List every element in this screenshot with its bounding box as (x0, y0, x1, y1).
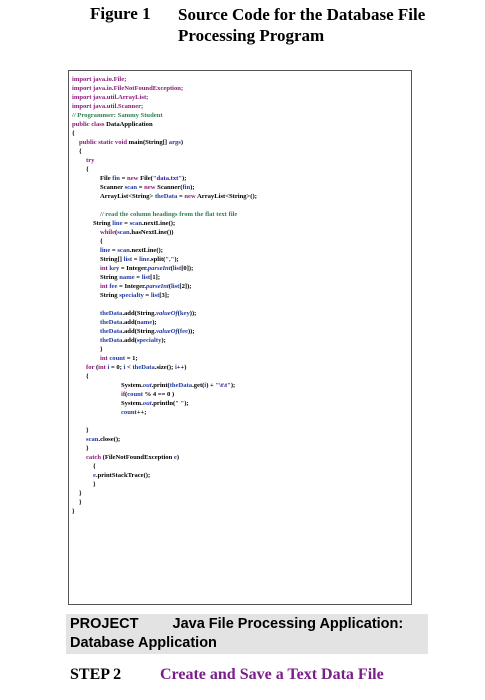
code-token: } (86, 445, 89, 452)
code-token: line (100, 247, 111, 254)
code-token: [1]; (150, 274, 161, 281)
code-token: // Programmer: Sammy Student (72, 112, 163, 119)
code-token: = (134, 274, 142, 281)
source-code-box (68, 70, 412, 605)
code-token: = (122, 220, 130, 227)
code-line (79, 490, 82, 498)
code-token: ( (125, 391, 128, 398)
code-token: scan (86, 436, 99, 443)
code-token: [0]); (181, 265, 194, 272)
code-token: ArrayList<String> (100, 193, 155, 200)
code-token: File( (140, 175, 153, 182)
code-token: } (79, 490, 82, 497)
code-token: } (86, 427, 89, 434)
code-line (100, 193, 257, 201)
code-line (86, 364, 187, 372)
code-token: ArrayList<String>(); (197, 193, 257, 200)
code-token: count (109, 355, 126, 362)
code-token: for (86, 364, 96, 371)
code-token: String (100, 292, 120, 299)
code-token: )); (187, 328, 195, 335)
code-token: ( (168, 283, 171, 290)
code-token: try (86, 157, 95, 164)
code-line (86, 454, 179, 462)
code-token: { (100, 238, 103, 245)
code-token: [3]; (159, 292, 170, 299)
code-token: } (100, 346, 103, 353)
code-token: list (172, 265, 182, 272)
code-line (100, 274, 160, 282)
project-label: PROJECT (70, 616, 139, 632)
code-token: = 1; (125, 355, 138, 362)
code-token: = (137, 184, 145, 191)
code-line (100, 355, 138, 363)
code-token: ); (174, 256, 179, 263)
code-token: Scanner (100, 184, 125, 191)
code-line (100, 346, 103, 354)
code-token: ); (161, 337, 166, 344)
code-token: System. (121, 382, 143, 389)
code-token: { (93, 463, 96, 470)
project-title-part1: Java File Processing Application: (172, 616, 404, 632)
code-token: ) + (206, 382, 216, 389)
code-line (100, 328, 195, 336)
code-token: new (144, 184, 158, 191)
code-token: "\t\t" (215, 382, 231, 389)
code-token: .nextLine(); (142, 220, 176, 227)
code-token: .split( (149, 256, 166, 263)
code-token: theData (132, 364, 155, 371)
code-line (79, 499, 82, 507)
code-token: .print( (151, 382, 170, 389)
code-token: = (119, 175, 128, 182)
code-line (100, 175, 186, 183)
code-token: ( (115, 229, 118, 236)
figure-label: Figure 1 (90, 4, 151, 23)
code-token: ) (176, 454, 180, 461)
code-token: i (107, 364, 110, 371)
code-line (72, 94, 148, 102)
code-line (72, 121, 153, 129)
code-token: int (100, 355, 110, 362)
code-token: main(String[] (128, 139, 169, 146)
code-token: new (127, 175, 141, 182)
code-token: while (100, 229, 116, 236)
code-token: < (125, 364, 133, 371)
code-token: ++; (136, 409, 147, 416)
code-line (93, 472, 150, 480)
code-token: scan (124, 184, 138, 191)
code-line (100, 310, 196, 318)
code-token: line (139, 256, 150, 263)
code-token: parseInt (146, 283, 169, 290)
project-heading (70, 616, 403, 632)
code-line (100, 292, 169, 300)
code-token: .add(String. (122, 310, 157, 317)
code-line (100, 319, 157, 327)
code-line (100, 211, 237, 219)
code-token: ( (177, 310, 180, 317)
code-token: DataApplication (106, 121, 153, 128)
code-token: new (184, 193, 197, 200)
code-line (121, 391, 174, 399)
code-token: line (112, 220, 123, 227)
code-token: " " (175, 400, 185, 407)
code-token: scan (129, 220, 143, 227)
code-token: specialty (136, 337, 162, 344)
code-token: import java.io.File; (72, 76, 127, 83)
code-token: valueOf (156, 328, 178, 335)
code-token: ); (184, 400, 189, 407)
code-token: catch (86, 454, 103, 461)
code-token: public class (72, 121, 107, 128)
code-token: e (173, 454, 177, 461)
code-token: = Integer. (119, 265, 148, 272)
code-line (100, 283, 191, 291)
code-token: ) (180, 139, 184, 146)
code-token: { (86, 166, 89, 173)
code-token: ( (95, 364, 99, 371)
code-token: int (100, 265, 110, 272)
code-line (93, 481, 96, 489)
code-token: System. (121, 400, 143, 407)
code-token: String (100, 274, 120, 281)
code-token: i (123, 364, 126, 371)
code-token: list (170, 283, 180, 290)
code-line (72, 103, 143, 111)
code-token: scan (117, 229, 130, 236)
code-token: theData (100, 328, 123, 335)
code-token: theData (100, 310, 123, 317)
code-token: ( (170, 265, 173, 272)
code-token: .printStackTrace(); (95, 472, 151, 479)
code-token: key (109, 265, 120, 272)
code-token: e (93, 472, 96, 479)
code-token: .add( (122, 319, 137, 326)
code-token: out (142, 382, 152, 389)
code-line (72, 508, 75, 516)
figure-header (90, 4, 470, 48)
code-token: // read the column headings from the flat text file (100, 211, 238, 218)
code-token: i (204, 382, 207, 389)
code-token: } (72, 508, 75, 515)
code-token: { (72, 130, 75, 137)
code-line (100, 229, 173, 237)
code-token: .size(); (154, 364, 175, 371)
step-title: Create and Save a Text Data File (160, 666, 384, 683)
code-token: import java.util.Scanner; (72, 103, 144, 110)
code-token: = (177, 193, 185, 200)
code-token: count (127, 391, 143, 398)
code-token: count (121, 409, 137, 416)
code-token: "," (165, 256, 175, 263)
code-line (100, 238, 103, 246)
code-token: args (168, 139, 181, 146)
code-token: theData (100, 337, 123, 344)
code-line (100, 337, 166, 345)
code-token: public static void (79, 139, 129, 146)
code-token: )); (189, 310, 197, 317)
code-token: .get( (192, 382, 205, 389)
code-token: = (132, 256, 140, 263)
code-token: { (86, 373, 89, 380)
code-token: fee (109, 283, 118, 290)
code-token: File (100, 175, 113, 182)
code-line (86, 436, 120, 444)
code-token: .nextLine(); (129, 247, 163, 254)
code-token: .close(); (98, 436, 121, 443)
code-token: parseInt (147, 265, 171, 272)
code-line (72, 112, 163, 120)
code-line (72, 85, 183, 93)
code-token: .hasNextLine()) (129, 229, 174, 236)
code-token: int (100, 283, 110, 290)
code-token: ++) (176, 364, 187, 371)
code-token: = (110, 247, 118, 254)
code-line (86, 445, 89, 453)
code-line (121, 382, 235, 390)
code-token: (FileNotFoundException (102, 454, 174, 461)
code-line (100, 265, 193, 273)
code-token: valueOf (156, 310, 178, 317)
code-token: name (119, 274, 135, 281)
code-token: } (93, 481, 96, 488)
code-line (121, 409, 146, 417)
code-line (86, 427, 89, 435)
code-token: } (79, 499, 82, 506)
code-token: ); (182, 175, 187, 182)
code-token: list (141, 274, 151, 281)
code-token: String (93, 220, 113, 227)
code-token: name (136, 319, 153, 326)
code-token: .println( (151, 400, 176, 407)
code-line (79, 148, 82, 156)
code-token: = (143, 292, 151, 299)
code-line (86, 157, 94, 165)
code-token: list (150, 292, 160, 299)
code-token: fin (182, 184, 191, 191)
code-token: % 4 == 0 ) (143, 391, 175, 398)
code-token: scan (117, 247, 130, 254)
code-token: { (79, 148, 82, 155)
code-token: "data.txt" (152, 175, 183, 182)
code-line (100, 247, 163, 255)
code-line (121, 400, 189, 408)
code-token: specialty (119, 292, 144, 299)
code-token: fee (179, 328, 188, 335)
code-line (72, 76, 126, 84)
code-token: out (142, 400, 152, 407)
code-token: = Integer. (117, 283, 147, 290)
code-line (86, 373, 89, 381)
code-token: ( (177, 328, 180, 335)
code-token: String[] (100, 256, 124, 263)
code-token: key (179, 310, 190, 317)
step-label: STEP 2 (70, 666, 122, 683)
code-token: theData (154, 193, 178, 200)
code-token: theData (169, 382, 193, 389)
code-token: .add( (122, 337, 137, 344)
code-token: Scanner( (157, 184, 183, 191)
code-token: import java.io.FileNotFoundException; (72, 85, 184, 92)
code-token: [2]); (179, 283, 192, 290)
code-line (72, 130, 75, 138)
code-line (93, 463, 96, 471)
code-token: theData (100, 319, 123, 326)
code-token: ); (230, 382, 236, 389)
code-token: import java.util.ArrayList; (72, 94, 149, 101)
figure-title: Source Code for the Database File Processing Program (178, 5, 426, 45)
project-bar (66, 614, 428, 654)
code-line (100, 256, 179, 264)
code-token: if (121, 391, 126, 398)
code-token: i (174, 364, 177, 371)
code-token: list (123, 256, 133, 263)
code-token: ); (152, 319, 157, 326)
code-token: = 0; (109, 364, 124, 371)
code-line (86, 166, 89, 174)
code-line (79, 139, 183, 147)
code-token: .add(String. (122, 328, 157, 335)
code-token: ); (190, 184, 195, 191)
code-token: fin (112, 175, 120, 182)
code-line (100, 184, 195, 192)
code-token: int (98, 364, 108, 371)
code-line (93, 220, 175, 228)
project-title-part2: Database Application (70, 635, 217, 651)
